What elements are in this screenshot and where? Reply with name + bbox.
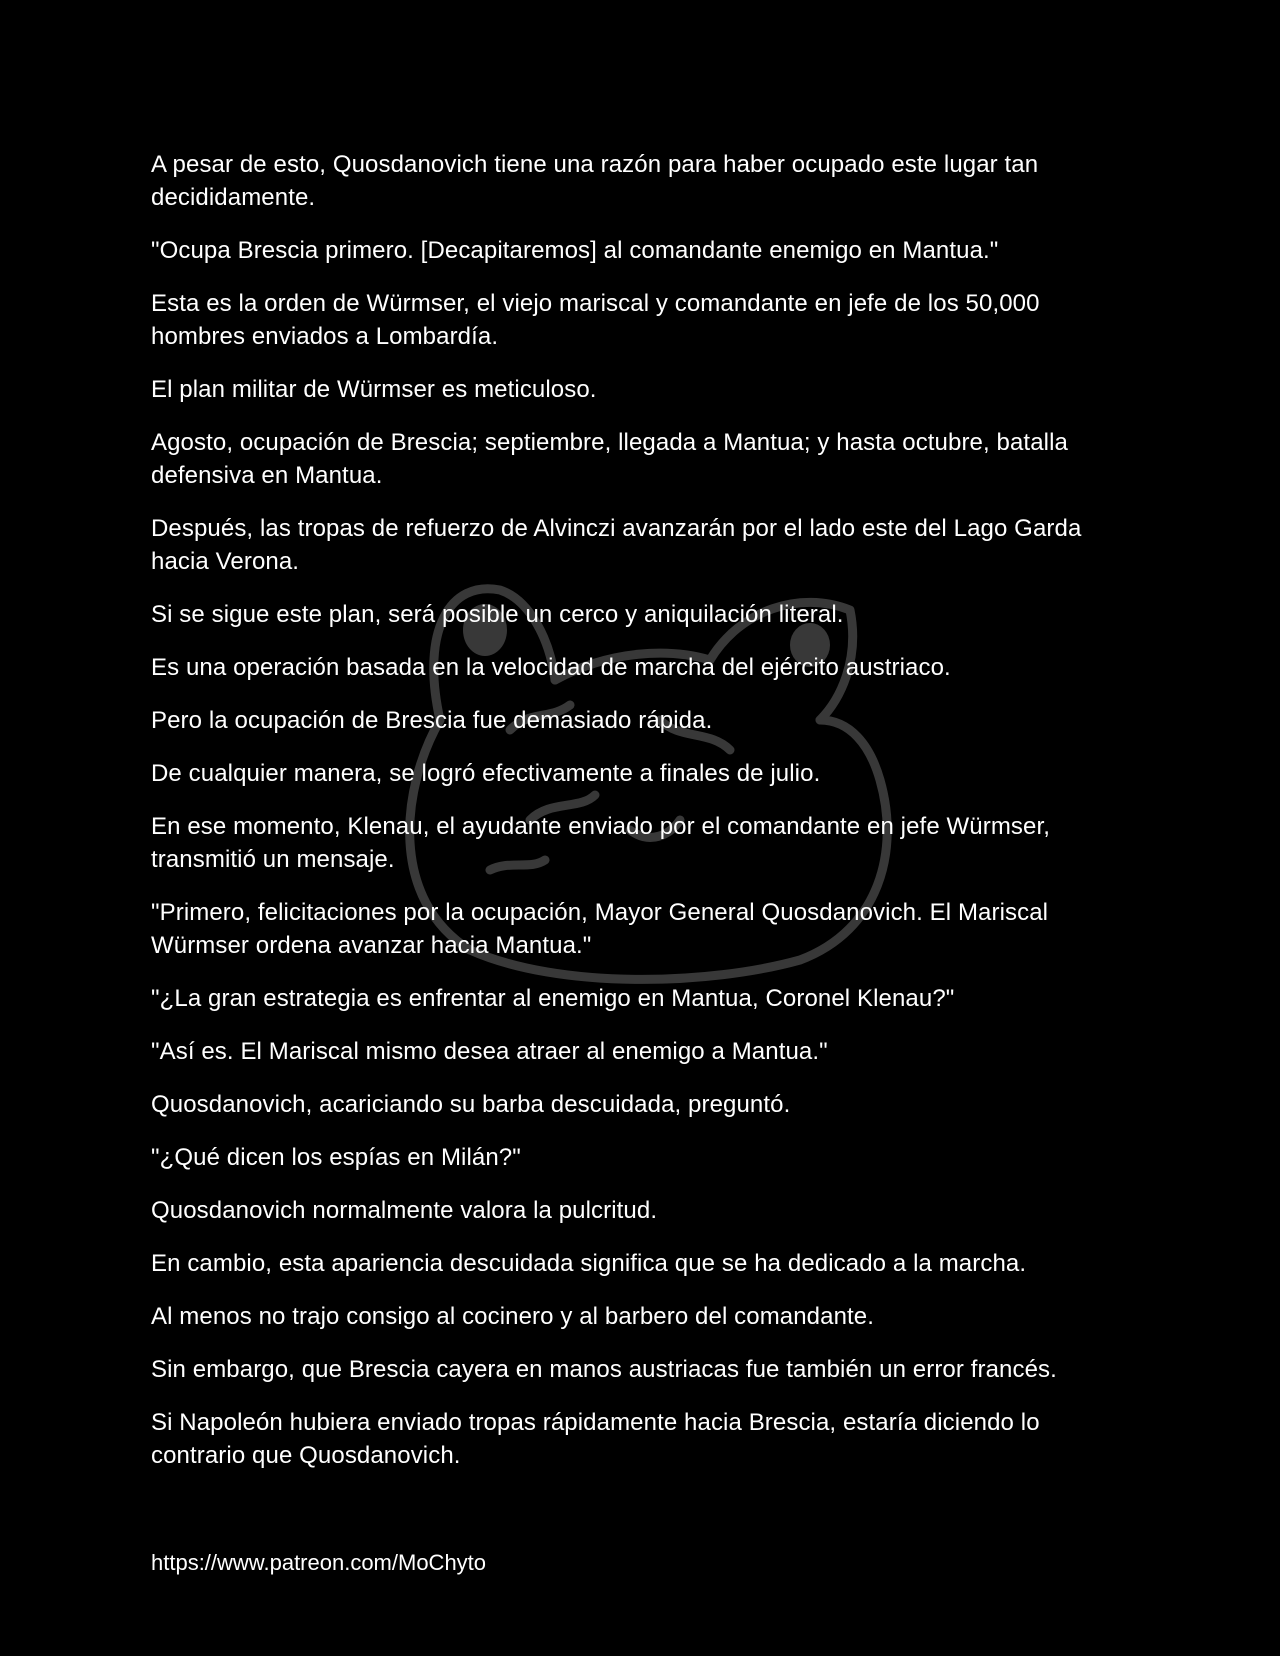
- paragraph: Es una operación basada en la velocidad de marcha del ejército austriaco.: [151, 654, 951, 681]
- paragraph: En ese momento, Klenau, el ayudante enviado por el comandante en jefe Würmser, transmitió un mensaje.: [151, 813, 1050, 873]
- paragraph: Si Napoleón hubiera enviado tropas rápidamente hacia Brescia, estaría diciendo lo contrario que Quosdanovich.: [151, 1409, 1040, 1469]
- paragraph: El plan militar de Würmser es meticuloso.: [151, 376, 597, 403]
- paragraph: "Así es. El Mariscal mismo desea atraer al enemigo a Mantua.": [151, 1038, 828, 1065]
- paragraph: Si se sigue este plan, será posible un cerco y aniquilación literal.: [151, 601, 844, 628]
- paragraph: Esta es la orden de Würmser, el viejo mariscal y comandante en jefe de los 50,000 hombres enviados a Lombardía.: [151, 290, 1040, 350]
- paragraph: "¿La gran estrategia es enfrentar al enemigo en Mantua, Coronel Klenau?": [151, 985, 955, 1012]
- paragraph: "Primero, felicitaciones por la ocupación, Mayor General Quosdanovich. El Mariscal Würmser ordena avanzar hacia Mantua.": [151, 899, 1049, 959]
- paragraph: De cualquier manera, se logró efectivamente a finales de julio.: [151, 760, 821, 787]
- paragraph: Quosdanovich, acariciando su barba descuidada, preguntó.: [151, 1091, 791, 1118]
- paragraph: A pesar de esto, Quosdanovich tiene una razón para haber ocupado este lugar tan decididamente.: [151, 151, 1039, 211]
- patreon-link[interactable]: https://www.patreon.com/MoChyto: [151, 1550, 487, 1575]
- paragraph: Agosto, ocupación de Brescia; septiembre, llegada a Mantua; y hasta octubre, batalla defensiva en Mantua.: [151, 429, 1068, 489]
- paragraph: "Ocupa Brescia primero. [Decapitaremos] al comandante enemigo en Mantua.": [151, 237, 999, 264]
- paragraph: Sin embargo, que Brescia cayera en manos austriacas fue también un error francés.: [151, 1356, 1057, 1383]
- paragraph: Quosdanovich normalmente valora la pulcritud.: [151, 1197, 658, 1224]
- article-body: [151, 148, 1131, 1492]
- paragraph: Al menos no trajo consigo al cocinero y al barbero del comandante.: [151, 1303, 875, 1330]
- paragraph: "¿Qué dicen los espías en Milán?": [151, 1144, 521, 1171]
- paragraph: En cambio, esta apariencia descuidada significa que se ha dedicado a la marcha.: [151, 1250, 1027, 1277]
- paragraph: Pero la ocupación de Brescia fue demasiado rápida.: [151, 707, 713, 734]
- paragraph: Después, las tropas de refuerzo de Alvinczi avanzarán por el lado este del Lago Garda hacia Verona.: [151, 515, 1082, 575]
